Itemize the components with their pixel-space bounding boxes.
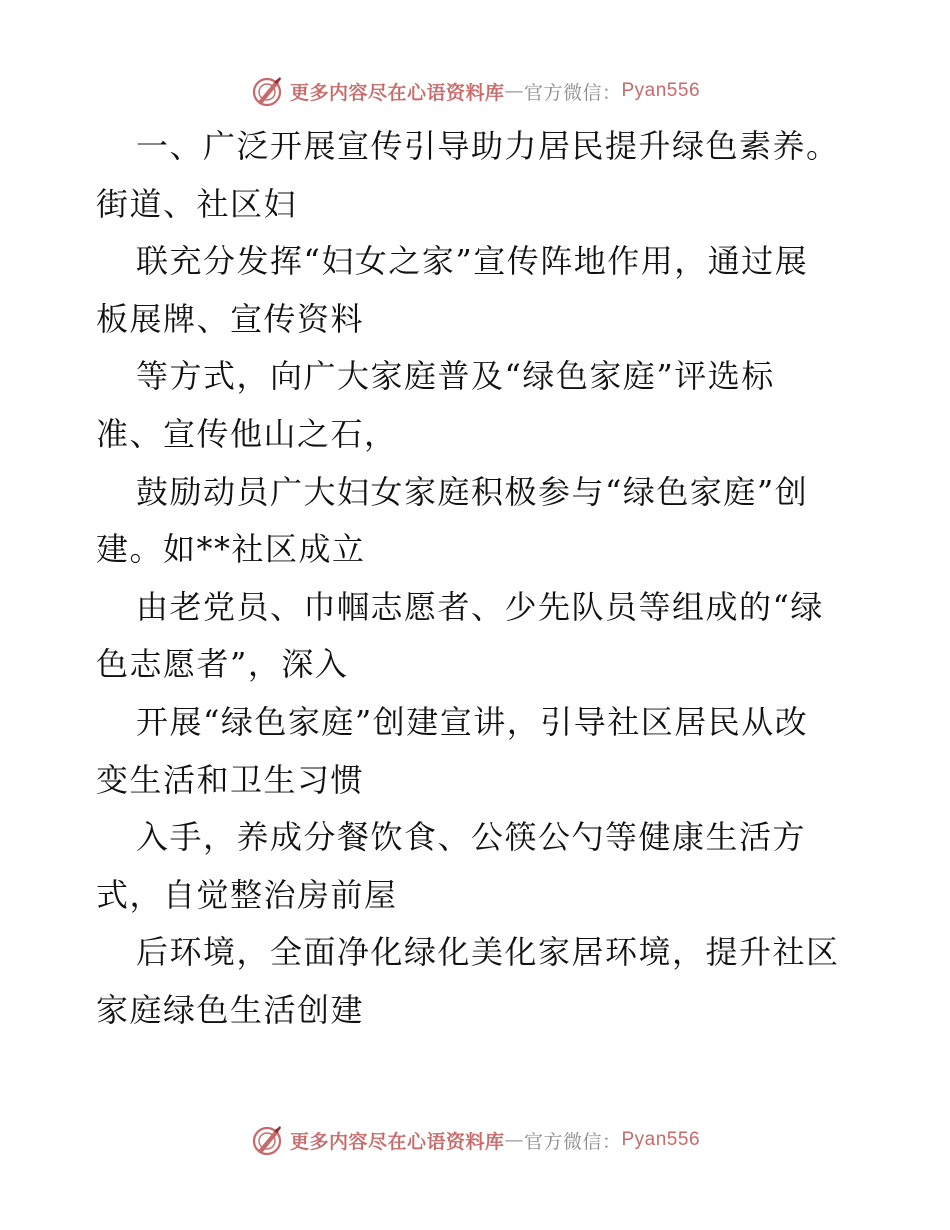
watermark-separator: — (504, 1129, 524, 1151)
paragraph-line: 建。如**社区成立 (96, 530, 366, 569)
paragraph-line: 色志愿者”，深入 (96, 645, 349, 684)
watermark-text (290, 78, 700, 105)
document-body (96, 118, 866, 1040)
watermark-text (290, 1127, 700, 1154)
paragraph-line: 家庭绿色生活创建 (96, 990, 365, 1029)
paragraph-line: 开展“绿色家庭”创建宣讲，引导社区居民从改 (136, 702, 809, 741)
paragraph-line: 街道、社区妇 (96, 184, 298, 223)
paragraph-line: 鼓励动员广大妇女家庭积极参与“绿色家庭”创 (136, 472, 809, 511)
watermark-wechat-label: 官方微信： (523, 1130, 622, 1153)
paragraph-line: 等方式，向广大家庭普及“绿色家庭”评选标 (136, 357, 775, 396)
paragraph-line: 变生活和卫生习惯 (96, 760, 365, 799)
header-watermark-banner (0, 71, 950, 111)
watermark-wechat-id: Pyan556 (621, 1129, 701, 1150)
paragraph-line: 式，自觉整治房前屋 (96, 875, 398, 914)
watermark-separator: — (504, 80, 524, 102)
paragraph-line: 后环境，全面净化绿化美化家居环境，提升社区 (136, 933, 840, 972)
watermark-library-name: 更多内容尽在心语资料库 (289, 81, 505, 104)
watermark-wechat-label: 官方微信： (523, 81, 622, 104)
paragraph-line: 由老党员、巾帼志愿者、少先队员等组成的“绿 (136, 587, 824, 626)
footer-watermark-banner (0, 1120, 950, 1160)
paragraph-line: 准、宣传他山之石， (96, 414, 398, 453)
paragraph-line: 一、广泛开展宣传引导助力居民提升绿色素养。 (136, 127, 840, 165)
quill-pen-logo-icon (250, 1123, 284, 1157)
watermark-wechat-id: Pyan556 (621, 80, 701, 101)
quill-pen-logo-icon (250, 74, 284, 108)
paragraph-line: 入手，养成分餐饮食、公筷公勺等健康生活方 (136, 818, 807, 857)
paragraph-line: 板展牌、宣传资料 (96, 299, 365, 338)
paragraph-line: 联充分发挥“妇女之家”宣传阵地作用，通过展 (136, 242, 809, 281)
watermark-library-name: 更多内容尽在心语资料库 (289, 1130, 505, 1153)
